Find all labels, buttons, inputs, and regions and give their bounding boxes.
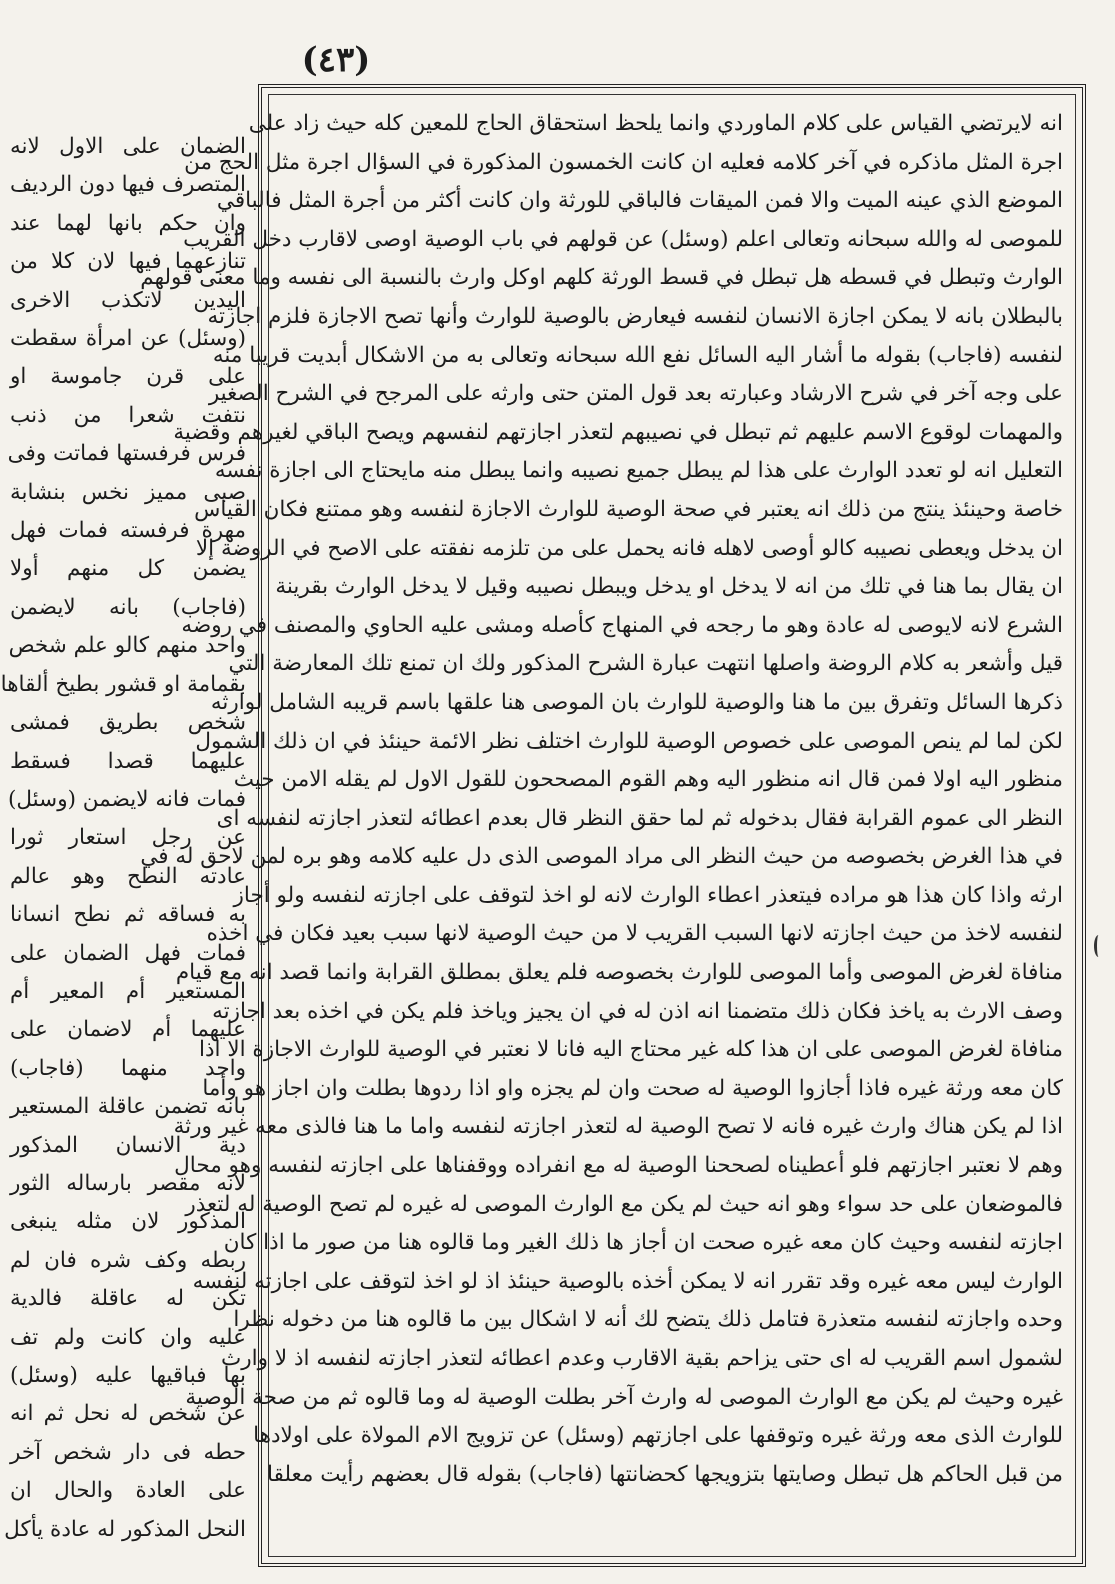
text-line: الوارث وتبطل في قسطه هل تبطل في قسط الورثة كلهم اوكل وارث بالنسبة الى نفسه وما معنى قولهم — [140, 265, 1063, 291]
margin-line: (وسئل) عن امرأة سقطت — [10, 326, 246, 352]
text-line: الموضع الذي عينه الميت والا فمن الميقات فالباقي للورثة وان كانت أكثر من أجرة المثل فالباقي — [216, 188, 1063, 214]
margin-line: تنازعهما فيها لان كلا من — [10, 249, 246, 275]
text-line: في هذا الغرض بخصوصه من حيث النظر الى مراد الموصى الذى دل عليه كلامه وهو بره لمن لاحق له في — [140, 844, 1063, 870]
margin-line: اليدين لاتكذب الاخرى — [10, 287, 246, 313]
margin-line: الضمان على الاول لانه — [10, 134, 246, 159]
margin-line: (فاجاب) بانه لايضمن — [10, 594, 246, 620]
margin-line: دية الانسان المذكور — [10, 1132, 246, 1158]
margin-line: عادته النطح وهو عالم — [10, 863, 246, 889]
margin-line: عليهما أم لاضمان على — [10, 1017, 246, 1043]
margin-line: على العادة والحال ان — [10, 1478, 246, 1504]
margin-line: واحد منهم كالو علم شخص — [8, 633, 246, 659]
text-line: كان معه ورثة غيره فاذا أجازوا الوصية له صحت وان لم يجزه واو اذا ردوها بطلت وان اجاز هو وأما — [202, 1075, 1063, 1101]
text-line: اجازته لنفسه وحيث كان معه غيره صحت ان أجاز ها ذلك الغير وما قالوه هنا من صور ما اذا كان — [223, 1230, 1063, 1256]
text-line: على وجه آخر في شرح الارشاد وعبارته بعد قول المتن حتى وارثه على المرجح في الشرح الصغير — [208, 381, 1063, 407]
text-line: وحده واجازته لنفسه متعذرة فتامل ذلك يتضح لك أنه لا اشكال بين ما قالوه هنا من دخوله نظرا — [233, 1307, 1063, 1333]
main-text-body — [140, 94, 1076, 1557]
margin-line: شخص بطريق فمشى — [10, 710, 246, 736]
margin-line: فمات فانه لايضمن (وسئل) — [8, 786, 246, 812]
text-line: قيل وأشعر به كلام الروضة واصلها انتهت عبارة الشرح المذكور ولك ان تمنع تلك المعارضة التي — [228, 651, 1063, 677]
text-line: الوارث ليس معه غيره وقد تقرر انه لا يمكن أخذه بالوصية حينئذ اذ لو اخذ لتوقف على اجازته لنفسه — [192, 1268, 1063, 1294]
text-line: لكن لما لم ينص الموصى على خصوص الوصية للوارث اختلف نظر الائمة حينئذ في ان ذلك الشمول — [195, 728, 1063, 754]
margin-line: بانه تضمن عاقلة المستعير — [10, 1094, 246, 1120]
text-line: للوارث الذى معه ورثة غيره وتوقفها على اجازتهم (وسئل) عن تزويج الام المولاة على اولادها — [253, 1423, 1063, 1449]
text-line: غيره وحيث لم يكن مع الوارث الموصى له وارث آخر بطلت الوصية له وما قالوه ثم من صحة الوصية — [185, 1384, 1063, 1410]
margin-line: صبى مميز نخس بنشابة — [10, 479, 246, 505]
text-line: فالموضعان على حد سواء وهو انه حيث لم يكن مع الوارث الموصى له غيره لم تصح الوصية له لتعذر — [185, 1191, 1063, 1217]
margin-line: فرس فرفستها فماتت وفى — [7, 441, 246, 467]
text-line: انه لايرتضي القياس على كلام الماوردي وانما يلحظ استحقاق الحاج للمعين كله حيث زاد على — [248, 111, 1063, 136]
text-line: النظر الى عموم القرابة فقال بدخوله ثم لما حقق النظر قال بعدم اعطائه لتعذر اجازته لنفسه اى — [216, 805, 1063, 831]
margin-line: بها فباقيها عليه (وسئل) — [10, 1363, 246, 1388]
margin-line: المتصرف فيها دون الرديف — [10, 172, 246, 198]
margin-line: المذكور لان مثله ينبغى — [10, 1209, 246, 1235]
text-line: لنفسه لاخذ من حيث اجازته لانها السبب القريب لا من حيث الوصية لانها سبب بعيد فكان في اخذه — [206, 921, 1063, 947]
margin-line: فمات فهل الضمان على — [10, 940, 246, 966]
text-line: لشمول اسم القريب له اى حتى يزاحم بقية الاقارب وعدم اعطائه لتعذر اجازته لنفسه اذ لا وارث — [221, 1346, 1063, 1371]
text-line: خاصة وحينئذ ينتج من ذلك انه يعتبر في صحة الوصية للوارث الاجازة لنفسه وهو ممتنع فكان القياس — [194, 496, 1063, 522]
text-line: ان يقال بما هنا في تلك من انه لا يدخل او يدخل ويبطل نصيبه وقيل لا يدخل الوارث بقرينة — [275, 574, 1063, 600]
margin-line: مهرة فرفسته فمات فهل — [10, 518, 246, 544]
margin-line: النحل المذكور له عادة يأكل — [4, 1516, 246, 1542]
margin-line: المستعير أم المعير أم — [10, 978, 246, 1004]
text-line: ان يدخل ويعطى نصيبه كالو أوصى لاهله فانه يحمل على من تلزمه نفقته على الاصح في الروضة إلا — [195, 535, 1063, 561]
margin-line: عن رجل استعار ثورا — [10, 825, 246, 851]
margin-line: لانه مقصر بارساله الثور — [10, 1170, 246, 1196]
margin-mark — [1094, 935, 1103, 957]
margin-line: على قرن جاموسة او — [10, 364, 246, 390]
margin-line: نتفت شعرا من ذنب — [10, 402, 246, 428]
margin-line: ربطه وكف شره فان لم — [10, 1247, 246, 1273]
text-line: اجرة المثل ماذكره في آخر كلامه فعليه ان كانت الخمسون المذكورة في السؤال اجرة مثل الحج من — [184, 149, 1063, 175]
text-line: ذكرها السائل وتفرق بين ما هنا والوصية للوارث بان الموصى هنا علقها باسم قريبه الشامل لوارثه — [210, 689, 1063, 715]
page-number: (٤٣) — [301, 40, 371, 80]
main-text — [140, 105, 1063, 1494]
text-line: ارثه واذا كان هذا هو مراده فيتعذر اعطاء الوارث لانه لو اخذ لتوقف على اجازته لنفسه ولو أجاز — [233, 882, 1063, 908]
text-line: بالبطلان بانه لا يمكن اجازة الانسان لنفسه فيعارض بالوصية للوارث وأنها تصح الاجازة فلزم اجازته — [207, 303, 1063, 329]
margin-line: وان حكم بانها لهما عند — [10, 210, 246, 236]
text-line: منافاة لغرض الموصى على ان هذا كله غير محتاج اليه فانا لا نعتبر في الوصية للوارث الاجازة الا اذا — [199, 1037, 1063, 1063]
text-line: للموصى له والله سبحانه وتعالى اعلم (وسئل) عن قولهم في باب الوصية اوصى لاقارب دخل القريب — [183, 226, 1063, 252]
text-line: لنفسه (فاجاب) بقوله ما أشار اليه السائل نفع الله سبحانه وتعالى به من الاشكال أبديت قريبا منه — [212, 342, 1063, 368]
text-line: التعليل انه لو تعدد الوارث على هذا لم يبطل جميع نصيبه وانما يبطل منه مايحتاج الى اجازة نفسه — [214, 458, 1063, 484]
text-line: وصف الارث به ياخذ فكان ذلك متضمنا انه اذن له في ان يجيز وياخذ فلم يكن في اخذه بعد اجازته — [212, 998, 1063, 1024]
margin-line: واحد منهما (فاجاب) — [10, 1055, 246, 1081]
margin-line: تكن له عاقلة فالدية — [10, 1286, 246, 1312]
text-line: من قبل الحاكم هل تبطل وصايتها بتزويجها كحضانتها (فاجاب) بقوله قال بعضهم رأيت معلقا — [267, 1461, 1063, 1487]
margin-line: بقمامة او قشور بطيخ ألقاها — [0, 671, 246, 697]
text-line: وهم لا نعتبر اجازتهم فلو أعطيناه لصححنا الوصية له مع انفراده ووقفناها على اجازته لنفسه وهو محال — [174, 1153, 1063, 1179]
margin-line: حطه فى دار شخص آخر — [10, 1439, 246, 1465]
main-text-frame — [140, 84, 1086, 1567]
margin-line: عليه وان كانت ولم تف — [10, 1324, 246, 1350]
text-line: الشرع لانه لايوصى له عادة وهو ما رجحه في المنهاج كأصله ومشى عليه الحاوي والمصنف في روضه — [181, 612, 1063, 638]
margin-line: يضمن كل منهم أولا — [10, 556, 246, 582]
text-line: اذا لم يكن هناك وارث غيره فانه لا تصح الوصية له لتعذر اجازته لنفسه واما ما هنا فالذى معه غير ورثة — [173, 1114, 1063, 1140]
text-line: منظور اليه اولا فمن قال انه منظور اليه وهم القوم المصححون للقول الاول لم يقله الامن حيث — [233, 767, 1063, 793]
text-line: منافاة لغرض الموصى وأما الموصى للوارث بخصوصه فلم يعلق بمطلق القرابة وانما قصد انه مع قيام — [175, 960, 1063, 986]
margin-line: به فساقه ثم نطح انسانا — [10, 902, 246, 928]
text-line: والمهمات لوقوع الاسم عليهم ثم تبطل في نصيبهم لتعذر اجازتهم لنفسهم ويصح الباقي لغيرهم وقضية — [173, 419, 1063, 445]
margin-line: عليهما قصدا فسقط — [10, 748, 246, 774]
margin-line: عن شخص له نحل ثم انه — [10, 1401, 246, 1427]
